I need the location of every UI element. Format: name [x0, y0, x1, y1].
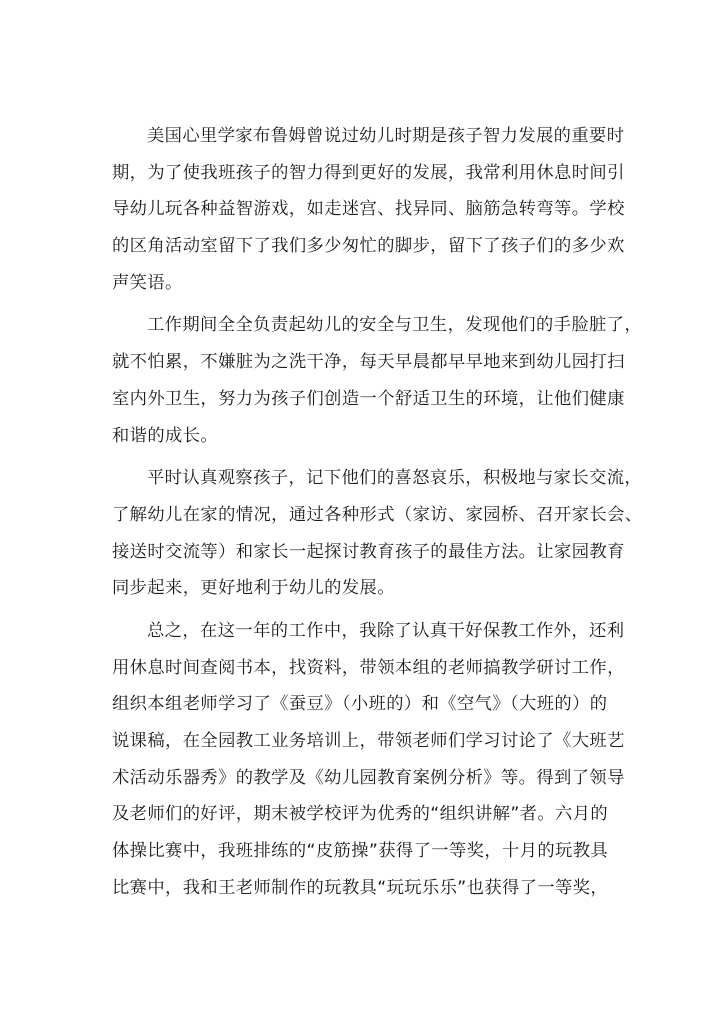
paragraph-2	[112, 307, 643, 454]
paragraph-4	[112, 613, 625, 907]
paragraph-line: 期，为了使我班孩子的智力得到更好的发展，我常利用休息时间引	[112, 162, 625, 183]
paragraph-line: 说课稿，在全园教工业务培训上，带领老师们学习讨论了《大班艺	[112, 731, 625, 751]
paragraph-line: 总之，在这一年的工作中，我除了认真干好保教工作外，还利	[147, 620, 625, 641]
paragraph-1	[112, 118, 625, 301]
paragraph-line: 美国心里学家布鲁姆曾说过幼儿时期是孩子智力发展的重要时	[147, 126, 625, 146]
paragraph-line: 术活动乐器秀》的教学及《幼儿园教育案例分析》等。得到了领导	[112, 767, 625, 788]
paragraph-line: 接送时交流等）和家长一起探讨教育孩子的最佳方法。让家园教育	[112, 541, 625, 562]
paragraph-line: 体操比赛中，我班排练的“皮筋操”获得了一等奖，十月的玩教具	[112, 841, 609, 862]
paragraph-line: 室内外卫生，努力为孩子们创造一个舒适卫生的环境，让他们健康	[112, 388, 625, 409]
paragraph-line: 工作期间全全负责起幼儿的安全与卫生，发现他们的手脸脏了，	[147, 315, 643, 336]
paragraph-line: 就不怕累，不嫌脏为之洗干净，每天早晨都早早地来到幼儿园打扫	[112, 352, 625, 373]
document-body	[112, 118, 643, 906]
paragraph-line: 组织本组老师学习了《蚕豆》（小班的）和《空气》（大班的）的	[112, 694, 608, 715]
paragraph-line: 及老师们的好评，期末被学校评为优秀的“组织讲解”者。六月的	[112, 804, 609, 825]
paragraph-line: 声笑语。	[112, 272, 183, 293]
paragraph-line: 的区角活动室留下了我们多少匆忙的脚步，留下了孩子们的多少欢	[112, 236, 625, 257]
paragraph-line: 用休息时间查阅书本，找资料，带领本组的老师搞教学研讨工作，	[112, 657, 625, 678]
paragraph-line: 导幼儿玩各种益智游戏，如走迷宫、找异同、脑筋急转弯等。学校	[112, 199, 625, 220]
paragraph-line: 平时认真观察孩子，记下他们的喜怒哀乐，积极地与家长交流，	[147, 468, 643, 489]
paragraph-line: 比赛中，我和王老师制作的玩教具“玩玩乐乐”也获得了一等奖，	[112, 877, 609, 898]
paragraph-line: 同步起来，更好地利于幼儿的发展。	[112, 578, 395, 599]
paragraph-line: 和谐的成长。	[112, 425, 219, 446]
paragraph-line: 了解幼儿在家的情况，通过各种形式（家访、家园桥、召开家长会、	[112, 504, 643, 525]
paragraph-3	[112, 460, 643, 607]
